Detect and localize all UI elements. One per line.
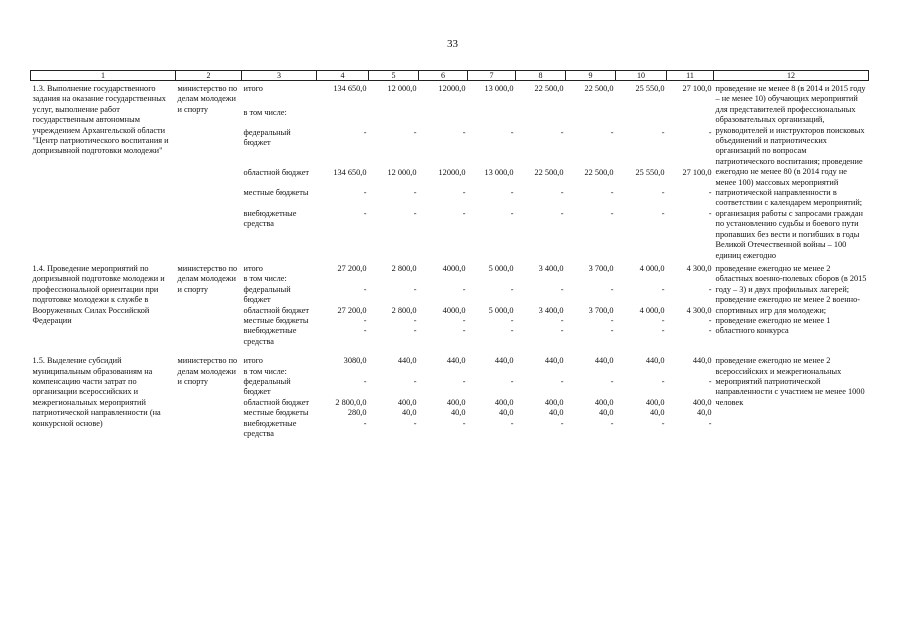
- funding-value: -: [462, 127, 466, 137]
- column-number: 9: [566, 71, 616, 81]
- measure-name: 1.4. Проведение мероприятий по допризывной подготовке молодежи и профессиональной ориентации при подготовке молодежи к службе в Вооруженных Силах Российской Федерации: [32, 263, 165, 325]
- funding-value: 22 500,0: [534, 168, 564, 178]
- funding-source: местные бюджеты: [243, 408, 309, 418]
- funding-value: 400,0: [446, 397, 466, 407]
- column-number: 4: [317, 71, 369, 81]
- funding-value: [317, 274, 369, 284]
- funding-source: внебюджетные средства: [243, 208, 297, 229]
- funding-value: -: [462, 188, 466, 198]
- column-number: 8: [516, 71, 566, 81]
- funding-value: 400,0: [594, 397, 614, 407]
- funding-value: -: [413, 188, 417, 198]
- program-table: [30, 70, 869, 445]
- funding-value: 5 000,0: [488, 305, 514, 315]
- funding-value: -: [708, 284, 712, 294]
- funding-value: 40,0: [696, 408, 712, 418]
- funding-value: 2 800,0: [391, 305, 417, 315]
- funding-value: -: [610, 208, 614, 218]
- funding-value: [667, 367, 714, 377]
- funding-value: [369, 274, 419, 284]
- column-number-row: [31, 71, 869, 81]
- funding-source: областной бюджет: [243, 168, 310, 178]
- funding-value: -: [661, 127, 665, 137]
- funding-value: 280,0: [347, 408, 367, 418]
- funding-value: -: [510, 127, 514, 137]
- funding-value: 12000,0: [438, 84, 466, 93]
- responsible-organization: министерство по делам молодежи и спорту: [177, 84, 238, 114]
- expected-result: проведение ежегодно не менее 2 всероссийских и межрегиональных мероприятий патриотической направленности с участием не менее 1000 человек: [715, 356, 865, 407]
- measure-name: 1.3. Выполнение государственного задания на оказание государственных услуг, выполнение работ государственным автономным учреждением Архангельской области "Центр патриотического воспитания и допризывной подготовки молодежи": [32, 84, 169, 156]
- funding-value: 25 550,0: [635, 168, 665, 178]
- funding-value: [317, 367, 369, 377]
- funding-value: [419, 367, 468, 377]
- funding-value: 27 100,0: [682, 84, 712, 93]
- funding-value: 400,0: [494, 397, 514, 407]
- funding-value: [516, 108, 566, 128]
- funding-value: -: [413, 127, 417, 137]
- funding-source: итого: [243, 263, 263, 273]
- funding-value: [369, 108, 419, 128]
- funding-value: -: [708, 418, 712, 428]
- funding-value: 3080,0: [343, 356, 367, 366]
- funding-value: 2 800,0,0: [335, 397, 367, 407]
- funding-value: 13 000,0: [484, 168, 514, 178]
- funding-value: [468, 367, 516, 377]
- funding-value: -: [708, 188, 712, 198]
- funding-value: 4 000,0: [639, 305, 665, 315]
- funding-value: 400,0: [645, 397, 665, 407]
- funding-value: 12 000,0: [387, 168, 417, 178]
- funding-value: [419, 274, 468, 284]
- funding-value: [468, 274, 516, 284]
- funding-value: -: [661, 315, 665, 325]
- funding-value: -: [661, 376, 665, 386]
- funding-value: -: [510, 284, 514, 294]
- funding-value: 400,0: [544, 397, 564, 407]
- funding-source: местные бюджеты: [243, 315, 309, 325]
- funding-value: [468, 108, 516, 128]
- column-number: 12: [714, 71, 869, 81]
- measure-block: [31, 81, 869, 261]
- funding-value: -: [610, 326, 614, 336]
- funding-value: 13 000,0: [484, 84, 514, 93]
- funding-value: 3 700,0: [588, 263, 614, 273]
- funding-value: 27 200,0: [337, 305, 367, 315]
- funding-value: 5 000,0: [488, 263, 514, 273]
- column-number: 7: [468, 71, 516, 81]
- funding-value: [419, 108, 468, 128]
- funding-value: 134 650,0: [333, 84, 367, 93]
- funding-value: 4 300,0: [686, 305, 712, 315]
- funding-value: [566, 274, 616, 284]
- expected-result: проведение не менее 8 (в 2014 и 2015 году – не менее 10) обучающих мероприятий для представителей профессиональных образовательных организаций, руководителей и инструкторов поисковых объединений и патриотических организаций по вопросам патриотического воспитания; проведение ежегодно не менее 80 (в 2014 году не менее 100) массовых мероприятий патриотической направленности в соответствии с календарем мероприятий; организация работы с запросами граждан по установлению судьбы и боевого пути пропавших без вести и погибших в годы Великой Отечественной войны – 100 единиц ежегодно: [715, 84, 866, 260]
- funding-value: -: [661, 284, 665, 294]
- table-row: [31, 261, 869, 274]
- funding-value: 22 500,0: [584, 168, 614, 178]
- funding-value: -: [462, 376, 466, 386]
- funding-value: -: [708, 127, 712, 137]
- funding-value: -: [462, 208, 466, 218]
- funding-value: [317, 108, 369, 128]
- funding-value: 22 500,0: [584, 84, 614, 93]
- funding-value: 440,0: [645, 356, 665, 366]
- funding-value: -: [363, 208, 367, 218]
- funding-value: -: [413, 315, 417, 325]
- funding-source: федеральный бюджет: [243, 127, 291, 148]
- responsible-organization: министерство по делам молодежи и спорту: [177, 263, 238, 294]
- funding-value: -: [413, 326, 417, 336]
- funding-source: внебюджетные средства: [243, 326, 297, 346]
- funding-value: [616, 367, 667, 377]
- funding-value: 12 000,0: [387, 84, 417, 93]
- funding-value: -: [510, 188, 514, 198]
- funding-value: -: [363, 326, 367, 336]
- funding-value: -: [462, 315, 466, 325]
- funding-value: 40,0: [548, 408, 564, 418]
- measure-block: [31, 353, 869, 445]
- funding-source: в том числе:: [243, 366, 287, 376]
- funding-source: федеральный бюджет: [243, 376, 291, 397]
- funding-value: -: [661, 326, 665, 336]
- funding-value: -: [413, 284, 417, 294]
- funding-value: -: [560, 208, 564, 218]
- funding-value: [566, 367, 616, 377]
- funding-value: -: [610, 418, 614, 428]
- funding-value: [616, 108, 667, 128]
- funding-value: 40,0: [498, 408, 514, 418]
- funding-value: -: [363, 127, 367, 137]
- funding-source: итого: [243, 356, 263, 366]
- funding-value: 4000,0: [442, 263, 466, 273]
- funding-value: 440,0: [446, 356, 466, 366]
- responsible-organization: министерство по делам молодежи и спорту: [177, 356, 238, 386]
- funding-value: [616, 274, 667, 284]
- funding-source: областной бюджет: [243, 305, 310, 315]
- measure-block: [31, 261, 869, 353]
- funding-value: -: [462, 326, 466, 336]
- funding-value: -: [708, 315, 712, 325]
- column-number: 11: [667, 71, 714, 81]
- funding-value: 400,0: [397, 397, 417, 407]
- funding-value: 400,0: [692, 397, 712, 407]
- funding-value: -: [462, 284, 466, 294]
- funding-value: -: [560, 326, 564, 336]
- funding-value: -: [708, 208, 712, 218]
- funding-value: [667, 108, 714, 128]
- funding-value: -: [560, 188, 564, 198]
- column-number: 3: [242, 71, 317, 81]
- funding-value: -: [413, 208, 417, 218]
- funding-value: -: [510, 208, 514, 218]
- funding-value: -: [708, 326, 712, 336]
- funding-value: -: [413, 376, 417, 386]
- funding-value: 3 400,0: [538, 263, 564, 273]
- funding-value: 440,0: [494, 356, 514, 366]
- funding-value: [369, 367, 419, 377]
- funding-value: 40,0: [598, 408, 614, 418]
- funding-value: -: [363, 284, 367, 294]
- table-row: [31, 81, 869, 108]
- funding-value: [667, 274, 714, 284]
- funding-source: федеральный бюджет: [243, 284, 291, 305]
- column-number: 5: [369, 71, 419, 81]
- funding-value: 27 200,0: [337, 263, 367, 273]
- column-number: 10: [616, 71, 667, 81]
- funding-value: -: [363, 376, 367, 386]
- funding-value: 40,0: [649, 408, 665, 418]
- funding-value: 3 400,0: [538, 305, 564, 315]
- funding-value: -: [510, 315, 514, 325]
- funding-value: 3 700,0: [588, 305, 614, 315]
- funding-value: 22 500,0: [534, 84, 564, 93]
- funding-value: -: [462, 418, 466, 428]
- funding-value: -: [510, 326, 514, 336]
- funding-value: 40,0: [450, 408, 466, 418]
- funding-source: итого: [243, 84, 263, 93]
- funding-value: -: [610, 188, 614, 198]
- funding-source: в том числе:: [243, 107, 287, 117]
- column-number: 1: [31, 71, 176, 81]
- funding-value: [566, 108, 616, 128]
- measure-name: 1.5. Выделение субсидий муниципальным образованиям на компенсацию части затрат по организации всероссийских и межрегиональных мероприятий патриотической направленности (на конкурсной основе): [32, 356, 161, 428]
- funding-value: -: [560, 418, 564, 428]
- funding-value: -: [560, 376, 564, 386]
- funding-value: -: [560, 127, 564, 137]
- expected-result: проведение ежегодно не менее 2 областных военно-полевых сборов (в 2015 году – 3) и двух профильных лагерей; проведение ежегодно не менее 2 военно-спортивных игр для молодежи; проведение ежегодно не менее 1 областного конкурса: [715, 263, 867, 336]
- funding-source: областной бюджет: [243, 397, 310, 407]
- funding-value: 440,0: [544, 356, 564, 366]
- funding-value: -: [560, 315, 564, 325]
- funding-value: 440,0: [397, 356, 417, 366]
- funding-value: -: [363, 188, 367, 198]
- funding-source: внебюджетные средства: [243, 418, 297, 438]
- funding-value: -: [610, 376, 614, 386]
- funding-value: 440,0: [692, 356, 712, 366]
- funding-value: -: [363, 418, 367, 428]
- funding-value: [516, 274, 566, 284]
- funding-value: 12000,0: [438, 168, 466, 178]
- funding-value: 2 800,0: [391, 263, 417, 273]
- funding-value: -: [610, 284, 614, 294]
- funding-value: 440,0: [594, 356, 614, 366]
- funding-value: -: [413, 418, 417, 428]
- funding-value: -: [610, 315, 614, 325]
- funding-source: в том числе:: [243, 274, 287, 284]
- funding-value: 27 100,0: [682, 168, 712, 178]
- page-number: 33: [447, 38, 458, 50]
- funding-value: -: [610, 127, 614, 137]
- table-row: [31, 353, 869, 366]
- funding-source: местные бюджеты: [243, 188, 309, 198]
- funding-value: -: [560, 284, 564, 294]
- column-number: 2: [176, 71, 242, 81]
- funding-value: [516, 367, 566, 377]
- funding-value: -: [510, 376, 514, 386]
- funding-value: -: [510, 418, 514, 428]
- funding-value: -: [708, 376, 712, 386]
- funding-value: 134 650,0: [333, 168, 367, 178]
- funding-value: 4000,0: [442, 305, 466, 315]
- funding-value: 4 000,0: [639, 263, 665, 273]
- funding-value: 25 550,0: [635, 84, 665, 93]
- funding-value: -: [363, 315, 367, 325]
- funding-value: 40,0: [401, 408, 417, 418]
- funding-value: -: [661, 418, 665, 428]
- funding-value: -: [661, 188, 665, 198]
- funding-value: 4 300,0: [686, 263, 712, 273]
- funding-value: -: [661, 208, 665, 218]
- column-number: 6: [419, 71, 468, 81]
